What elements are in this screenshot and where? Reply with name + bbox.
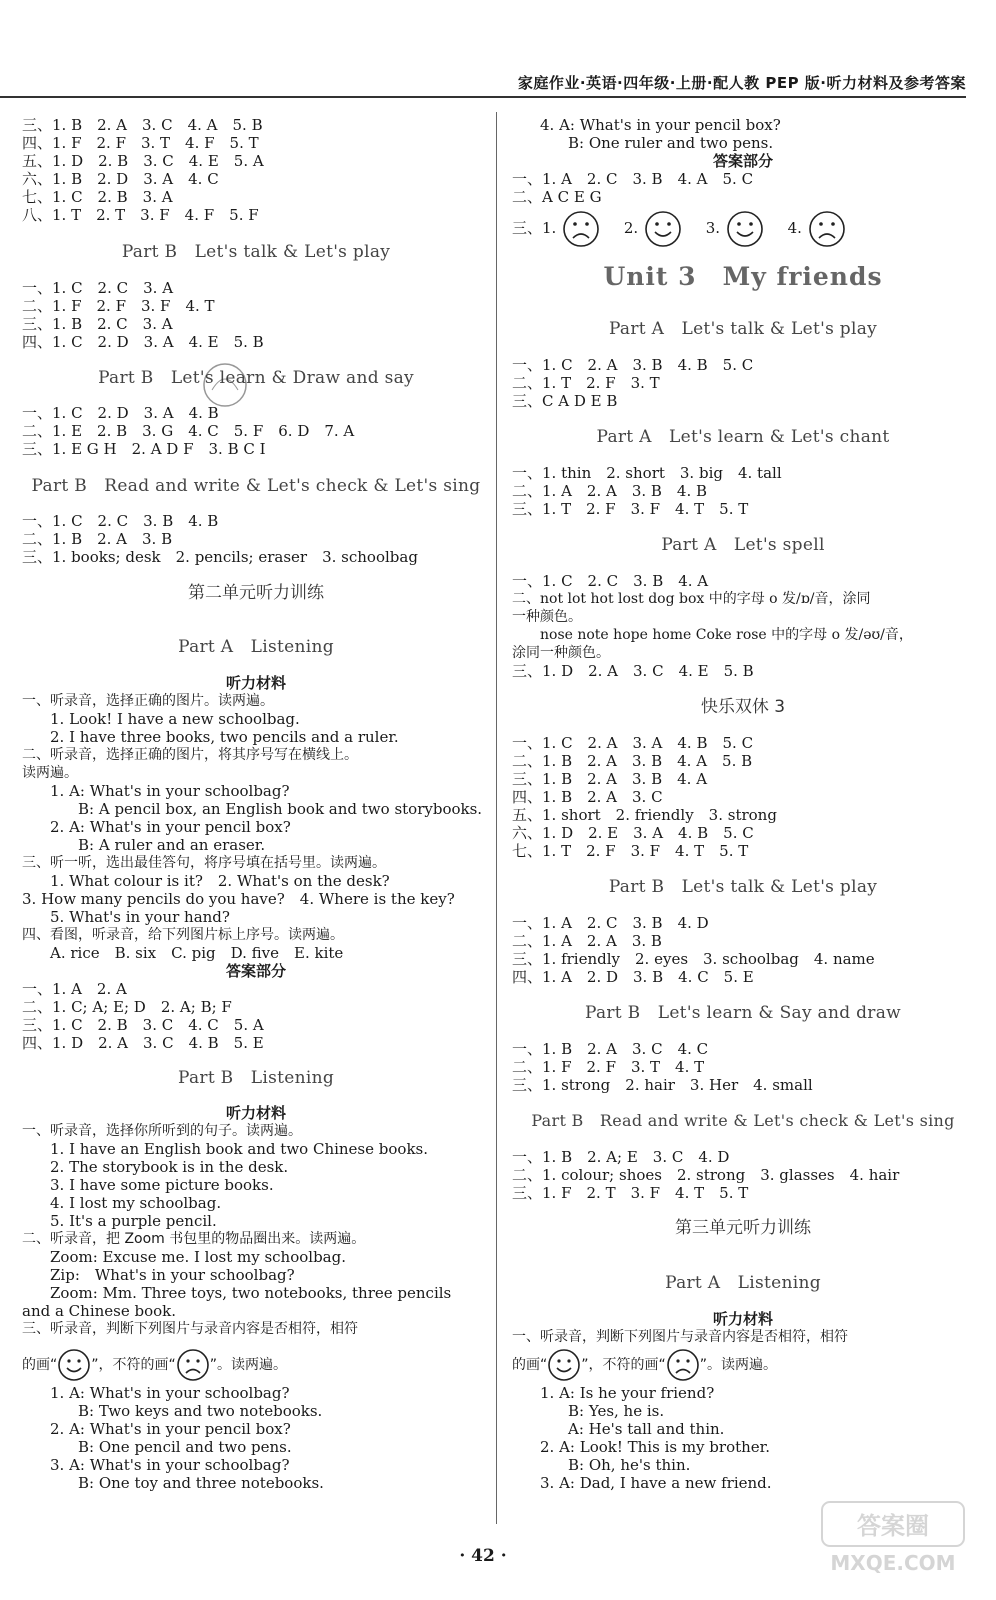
section-heading: Part B Listening (177, 1068, 335, 1088)
answer-line: 三、C A D E B (512, 392, 618, 410)
script-line: 3. I have some picture books. (50, 1176, 274, 1194)
answer-line: 三、1. D 2. A 3. C 4. E 5. B (512, 662, 754, 680)
answer-line: 三、1. books; desk 2. pencils; eraser 3. schoolbag (22, 548, 418, 566)
answer-line: 一、1. B 2. A 3. C 4. C (512, 1040, 709, 1058)
smiley-face-icon (57, 1348, 91, 1382)
answer-line: 一种颜色。 (512, 609, 582, 625)
sad-face-icon (666, 1348, 700, 1382)
subsection-title: 答案部分 (225, 962, 286, 980)
smiley-face-icon (643, 209, 683, 249)
unit-listening-heading: 第三单元听力训练 (675, 1218, 811, 1238)
script-line: B: One pencil and two pens. (78, 1438, 292, 1456)
section-heading: Part B Read and write & Let's check & Let's sing (531, 1111, 955, 1130)
answer-line: 二、A C E G (512, 188, 602, 206)
script-line: B: One toy and three notebooks. (78, 1474, 324, 1492)
script-line: 2. I have three books, two pencils and a ruler. (50, 728, 399, 746)
answer-fragment: 4. (787, 219, 802, 237)
answer-line: 四、1. F 2. F 3. T 4. F 5. T (22, 134, 259, 152)
answer-line: 二、1. C; A; E; D 2. A; B; F (22, 998, 232, 1016)
script-line: 2. The storybook is in the desk. (50, 1158, 289, 1176)
script-line: 1. A: What's in your schoolbag? (50, 1384, 290, 1402)
section-heading: Part B Let's talk & Let's play (608, 877, 878, 897)
instruction-fragment: 的画“ (512, 1357, 548, 1373)
section-heading: Part B Let's talk & Let's play (121, 242, 391, 262)
answer-line: 一、1. B 2. A; E 3. C 4. D (512, 1148, 730, 1166)
answer-line: nose note hope home Coke rose 中的字母 o 发/əʊ/音， (540, 627, 913, 643)
answer-line: 六、1. B 2. D 3. A 4. C (22, 170, 219, 188)
script-line: Zip: What's in your schoolbag? (50, 1266, 295, 1284)
answer-line: 一、1. C 2. A 3. A 4. B 5. C (512, 734, 754, 752)
answer-line: 五、1. short 2. friendly 3. strong (512, 806, 777, 824)
answer-line: 一、1. thin 2. short 3. big 4. tall (512, 464, 782, 482)
face-answer-line (512, 208, 847, 252)
script-line: Zoom: Mm. Three toys, two notebooks, three pencils (50, 1284, 452, 1302)
page-header (0, 70, 966, 98)
sad-face-icon (561, 209, 601, 249)
subsection-title: 答案部分 (712, 152, 773, 170)
stamp-mark-icon (200, 360, 250, 410)
script-line: 1. I have an English book and two Chinese books. (50, 1140, 428, 1158)
script-line: B: Yes, he is. (568, 1402, 665, 1420)
answer-line: 四、1. A 2. D 3. B 4. C 5. E (512, 968, 754, 986)
instruction-fragment: ”，不符的画“ (581, 1357, 666, 1373)
unit-listening-heading: 第二单元听力训练 (188, 583, 324, 603)
unit-title: Unit 3 My friends (603, 262, 883, 291)
script-line: B: Oh, he's thin. (568, 1456, 691, 1474)
answer-line: 二、1. A 2. A 3. B (512, 932, 662, 950)
section-heading: 快乐双休 3 (700, 697, 786, 717)
instruction-line: 二、听录音，把 Zoom 书包里的物品圈出来。读两遍。 (22, 1231, 366, 1247)
answer-line: 二、1. F 2. F 3. F 4. T (22, 297, 215, 315)
subsection-title: 听力材料 (712, 1310, 773, 1328)
script-line: 2. A: What's in your pencil box? (50, 818, 291, 836)
answer-line: 一、1. C 2. C 3. B 4. A (512, 572, 709, 590)
answer-line: 涂同一种颜色。 (512, 645, 610, 661)
instruction-line: 四、看图，听录音，给下列图片标上序号。读两遍。 (22, 927, 344, 943)
answer-line: 二、1. A 2. A 3. B 4. B (512, 482, 708, 500)
instruction-line: 一、听录音，判断下列图片与录音内容是否相符，相符 (512, 1329, 848, 1345)
answer-line: 三、1. B 2. C 3. A (22, 315, 173, 333)
answer-fragment: 三、1. (512, 219, 557, 237)
answer-line: 一、1. A 2. A (22, 980, 127, 998)
answer-line: 三、1. C 2. B 3. C 4. C 5. A (22, 1016, 264, 1034)
answer-line: 三、1. B 2. A 3. C 4. A 5. B (22, 116, 263, 134)
script-line: 2. A: Look! This is my brother. (540, 1438, 770, 1456)
script-line: B: A pencil box, an English book and two storybooks. (78, 800, 483, 818)
section-heading: Part A Listening (178, 637, 334, 657)
answer-line: 四、1. C 2. D 3. A 4. E 5. B (22, 333, 264, 351)
subsection-title: 听力材料 (225, 674, 286, 692)
answer-fragment: 2. (623, 219, 639, 237)
script-line: 1. A: Is he your friend? (540, 1384, 715, 1402)
answer-line: 三、1. friendly 2. eyes 3. schoolbag 4. name (512, 950, 875, 968)
watermark-label: 答案圈 (857, 1512, 929, 1540)
column-divider (496, 112, 497, 1524)
script-line: A. rice B. six C. pig D. five E. kite (50, 944, 344, 962)
page-number: · 42 · (459, 1546, 507, 1566)
section-heading: Part A Listening (665, 1273, 821, 1293)
instruction-line: 一、听录音，选择你所听到的句子。读两遍。 (22, 1123, 302, 1139)
instruction-line: 三、听录音，判断下列图片与录音内容是否相符，相符 (22, 1321, 358, 1337)
answer-line: 三、1. B 2. A 3. B 4. A (512, 770, 708, 788)
instruction-fragment: ”。读两遍。 (699, 1357, 778, 1373)
answer-line: 三、1. strong 2. hair 3. Her 4. small (512, 1076, 813, 1094)
answer-line: 二、1. B 2. A 3. B (22, 530, 173, 548)
smiley-face-icon (547, 1348, 581, 1382)
answer-line: 四、1. B 2. A 3. C (512, 788, 663, 806)
script-line: B: Two keys and two notebooks. (78, 1402, 323, 1420)
instruction-line: 一、听录音，选择正确的图片。读两遍。 (22, 693, 274, 709)
answer-line: 四、1. D 2. A 3. C 4. B 5. E (22, 1034, 264, 1052)
section-heading: Part A Let's spell (661, 535, 825, 555)
header-title: 家庭作业·英语·四年级·上册·配人教 PEP 版·听力材料及参考答案 (517, 74, 966, 92)
answer-line: 二、not lot hot lost dog box 中的字母 o 发/ɒ/音，涂同 (512, 591, 871, 607)
script-line: 4. I lost my schoolbag. (50, 1194, 222, 1212)
script-line: 3. How many pencils do you have? 4. Where is the key? (22, 890, 455, 908)
sad-face-icon (807, 209, 847, 249)
script-line: and a Chinese book. (22, 1302, 177, 1320)
answer-line: 一、1. A 2. C 3. B 4. D (512, 914, 709, 932)
script-line: Zoom: Excuse me. I lost my schoolbag. (50, 1248, 346, 1266)
answer-line: 一、1. C 2. A 3. B 4. B 5. C (512, 356, 754, 374)
instruction-line-faces (512, 1348, 777, 1382)
answer-line: 一、1. C 2. C 3. B 4. B (22, 512, 219, 530)
instruction-line: 读两遍。 (22, 765, 78, 781)
answer-line: 三、1. E G H 2. A D F 3. B C I (22, 440, 266, 458)
script-line: B: One ruler and two pens. (568, 134, 774, 152)
script-line: B: A ruler and an eraser. (78, 836, 266, 854)
section-heading: Part A Let's talk & Let's play (608, 319, 878, 339)
script-line: 3. A: What's in your schoolbag? (50, 1456, 290, 1474)
answer-line: 七、1. C 2. B 3. A (22, 188, 173, 206)
script-line: 1. What colour is it? 2. What's on the desk? (50, 872, 390, 890)
answer-line: 二、1. B 2. A 3. B 4. A 5. B (512, 752, 753, 770)
subsection-title: 听力材料 (225, 1104, 286, 1122)
instruction-fragment: ”。读两遍。 (209, 1357, 288, 1373)
answer-line: 一、1. C 2. D 3. A 4. B (22, 404, 219, 422)
script-line: 4. A: What's in your pencil box? (540, 116, 781, 134)
answer-line: 一、1. A 2. C 3. B 4. A 5. C (512, 170, 754, 188)
instruction-line: 二、听录音，选择正确的图片，将其序号写在横线上。 (22, 747, 358, 763)
script-line: A: He's tall and thin. (568, 1420, 725, 1438)
script-line: 3. A: Dad, I have a new friend. (540, 1474, 772, 1492)
script-line: 5. What's in your hand? (50, 908, 230, 926)
answer-line: 三、1. F 2. T 3. F 4. T 5. T (512, 1184, 749, 1202)
answer-line: 八、1. T 2. T 3. F 4. F 5. F (22, 206, 259, 224)
instruction-fragment: 的画“ (22, 1357, 58, 1373)
script-line: 2. A: What's in your pencil box? (50, 1420, 291, 1438)
instruction-fragment: ”，不符的画“ (91, 1357, 176, 1373)
answer-line: 二、1. E 2. B 3. G 4. C 5. F 6. D 7. A (22, 422, 355, 440)
answer-line: 二、1. colour; shoes 2. strong 3. glasses 4. hair (512, 1166, 900, 1184)
section-heading: Part B Let's learn & Say and draw (584, 1003, 902, 1023)
answer-line: 二、1. T 2. F 3. T (512, 374, 660, 392)
answer-fragment: 3. (705, 219, 721, 237)
answer-line: 六、1. D 2. E 3. A 4. B 5. C (512, 824, 754, 842)
watermark-text: MXQE.COM (830, 1551, 956, 1575)
script-line: 5. It's a purple pencil. (50, 1212, 217, 1230)
answer-line: 三、1. T 2. F 3. F 4. T 5. T (512, 500, 749, 518)
instruction-line: 三、听一听，选出最佳答句，将序号填在括号里。读两遍。 (22, 855, 386, 871)
section-heading: Part B Let's learn & Draw and say (98, 368, 414, 388)
answer-line: 二、1. F 2. F 3. T 4. T (512, 1058, 705, 1076)
smiley-face-icon (725, 209, 765, 249)
section-heading: Part A Let's learn & Let's chant (596, 427, 890, 447)
script-line: 1. Look! I have a new schoolbag. (50, 710, 300, 728)
answer-line: 七、1. T 2. F 3. F 4. T 5. T (512, 842, 749, 860)
sad-face-icon (176, 1348, 210, 1382)
answer-line: 一、1. C 2. C 3. A (22, 279, 174, 297)
instruction-line-faces (22, 1348, 287, 1382)
section-heading: Part B Read and write & Let's check & Let's sing (31, 476, 481, 496)
answer-line: 五、1. D 2. B 3. C 4. E 5. A (22, 152, 264, 170)
watermark-logo-icon (818, 1498, 968, 1578)
script-line: 1. A: What's in your schoolbag? (50, 782, 290, 800)
